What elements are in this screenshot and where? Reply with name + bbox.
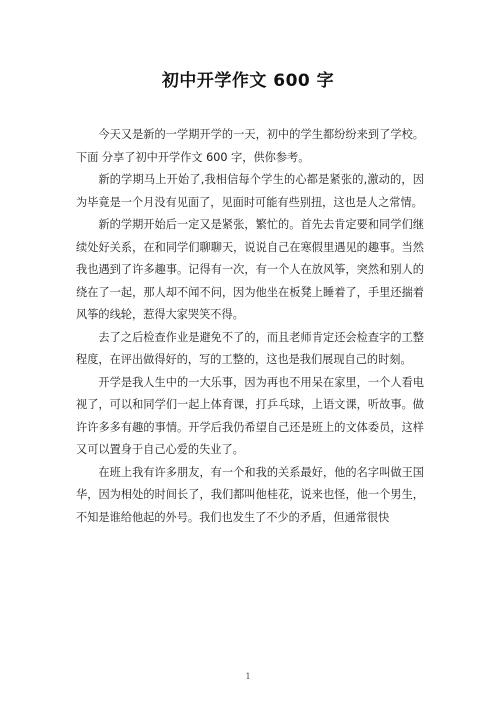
paragraph: 今天又是新的一学期开学的一天，初中的学生都纷纷来到了学校。下面 分享了初中开学作文 600 字，供你参考。 xyxy=(76,128,424,164)
document-body xyxy=(76,124,424,529)
document-title: 初中开学作文 600 字 xyxy=(161,71,335,91)
page-number: 1 xyxy=(245,672,251,681)
paragraph: 新的学期马上开始了,我相信每个学生的心都是紧张的,激动的，因为毕竟是一个月没有见面了，见面时可能有些别扭，这也是人之常情。 xyxy=(76,173,424,209)
paragraph: 去了之后检查作业是避免不了的，而且老师肯定还会检查字的工整程度，在评出做得好的，写的工整的，这也是我们展现自己的时刻。 xyxy=(76,330,424,366)
paragraph: 在班上我有许多朋友，有一个和我的关系最好，他的名字叫做王国华，因为相处的时间长了，我们都叫他桂花，说来也怪，他一个男生，不知是谁给他起的外号。我们也发生了不少的矛盾，但通常很快 xyxy=(76,465,424,524)
paragraph: 开学是我人生中的一大乐事，因为再也不用呆在家里，一个人看电视了，可以和同学们一起上体育课，打乒乓球，上语文课，听故事。做许许多多有趣的事情。开学后我仍希望自己还是班上的文体委员，这样又可以置身于自己心爱的失业了。 xyxy=(76,375,424,456)
paragraph: 新的学期开始后一定又是紧张，繁忙的。首先去肯定要和同学们继续处好关系，在和同学们聊聊天，说说自己在寒假里遇见的趣事。当然我也遇到了许多趣事。记得有一次，有一个人在放风筝，突然和别人的绕在了一起，那人却不闻不问，因为他坐在板凳上睡着了，手里还揣着风筝的线轮，惹得大家哭笑不得。 xyxy=(76,218,424,321)
